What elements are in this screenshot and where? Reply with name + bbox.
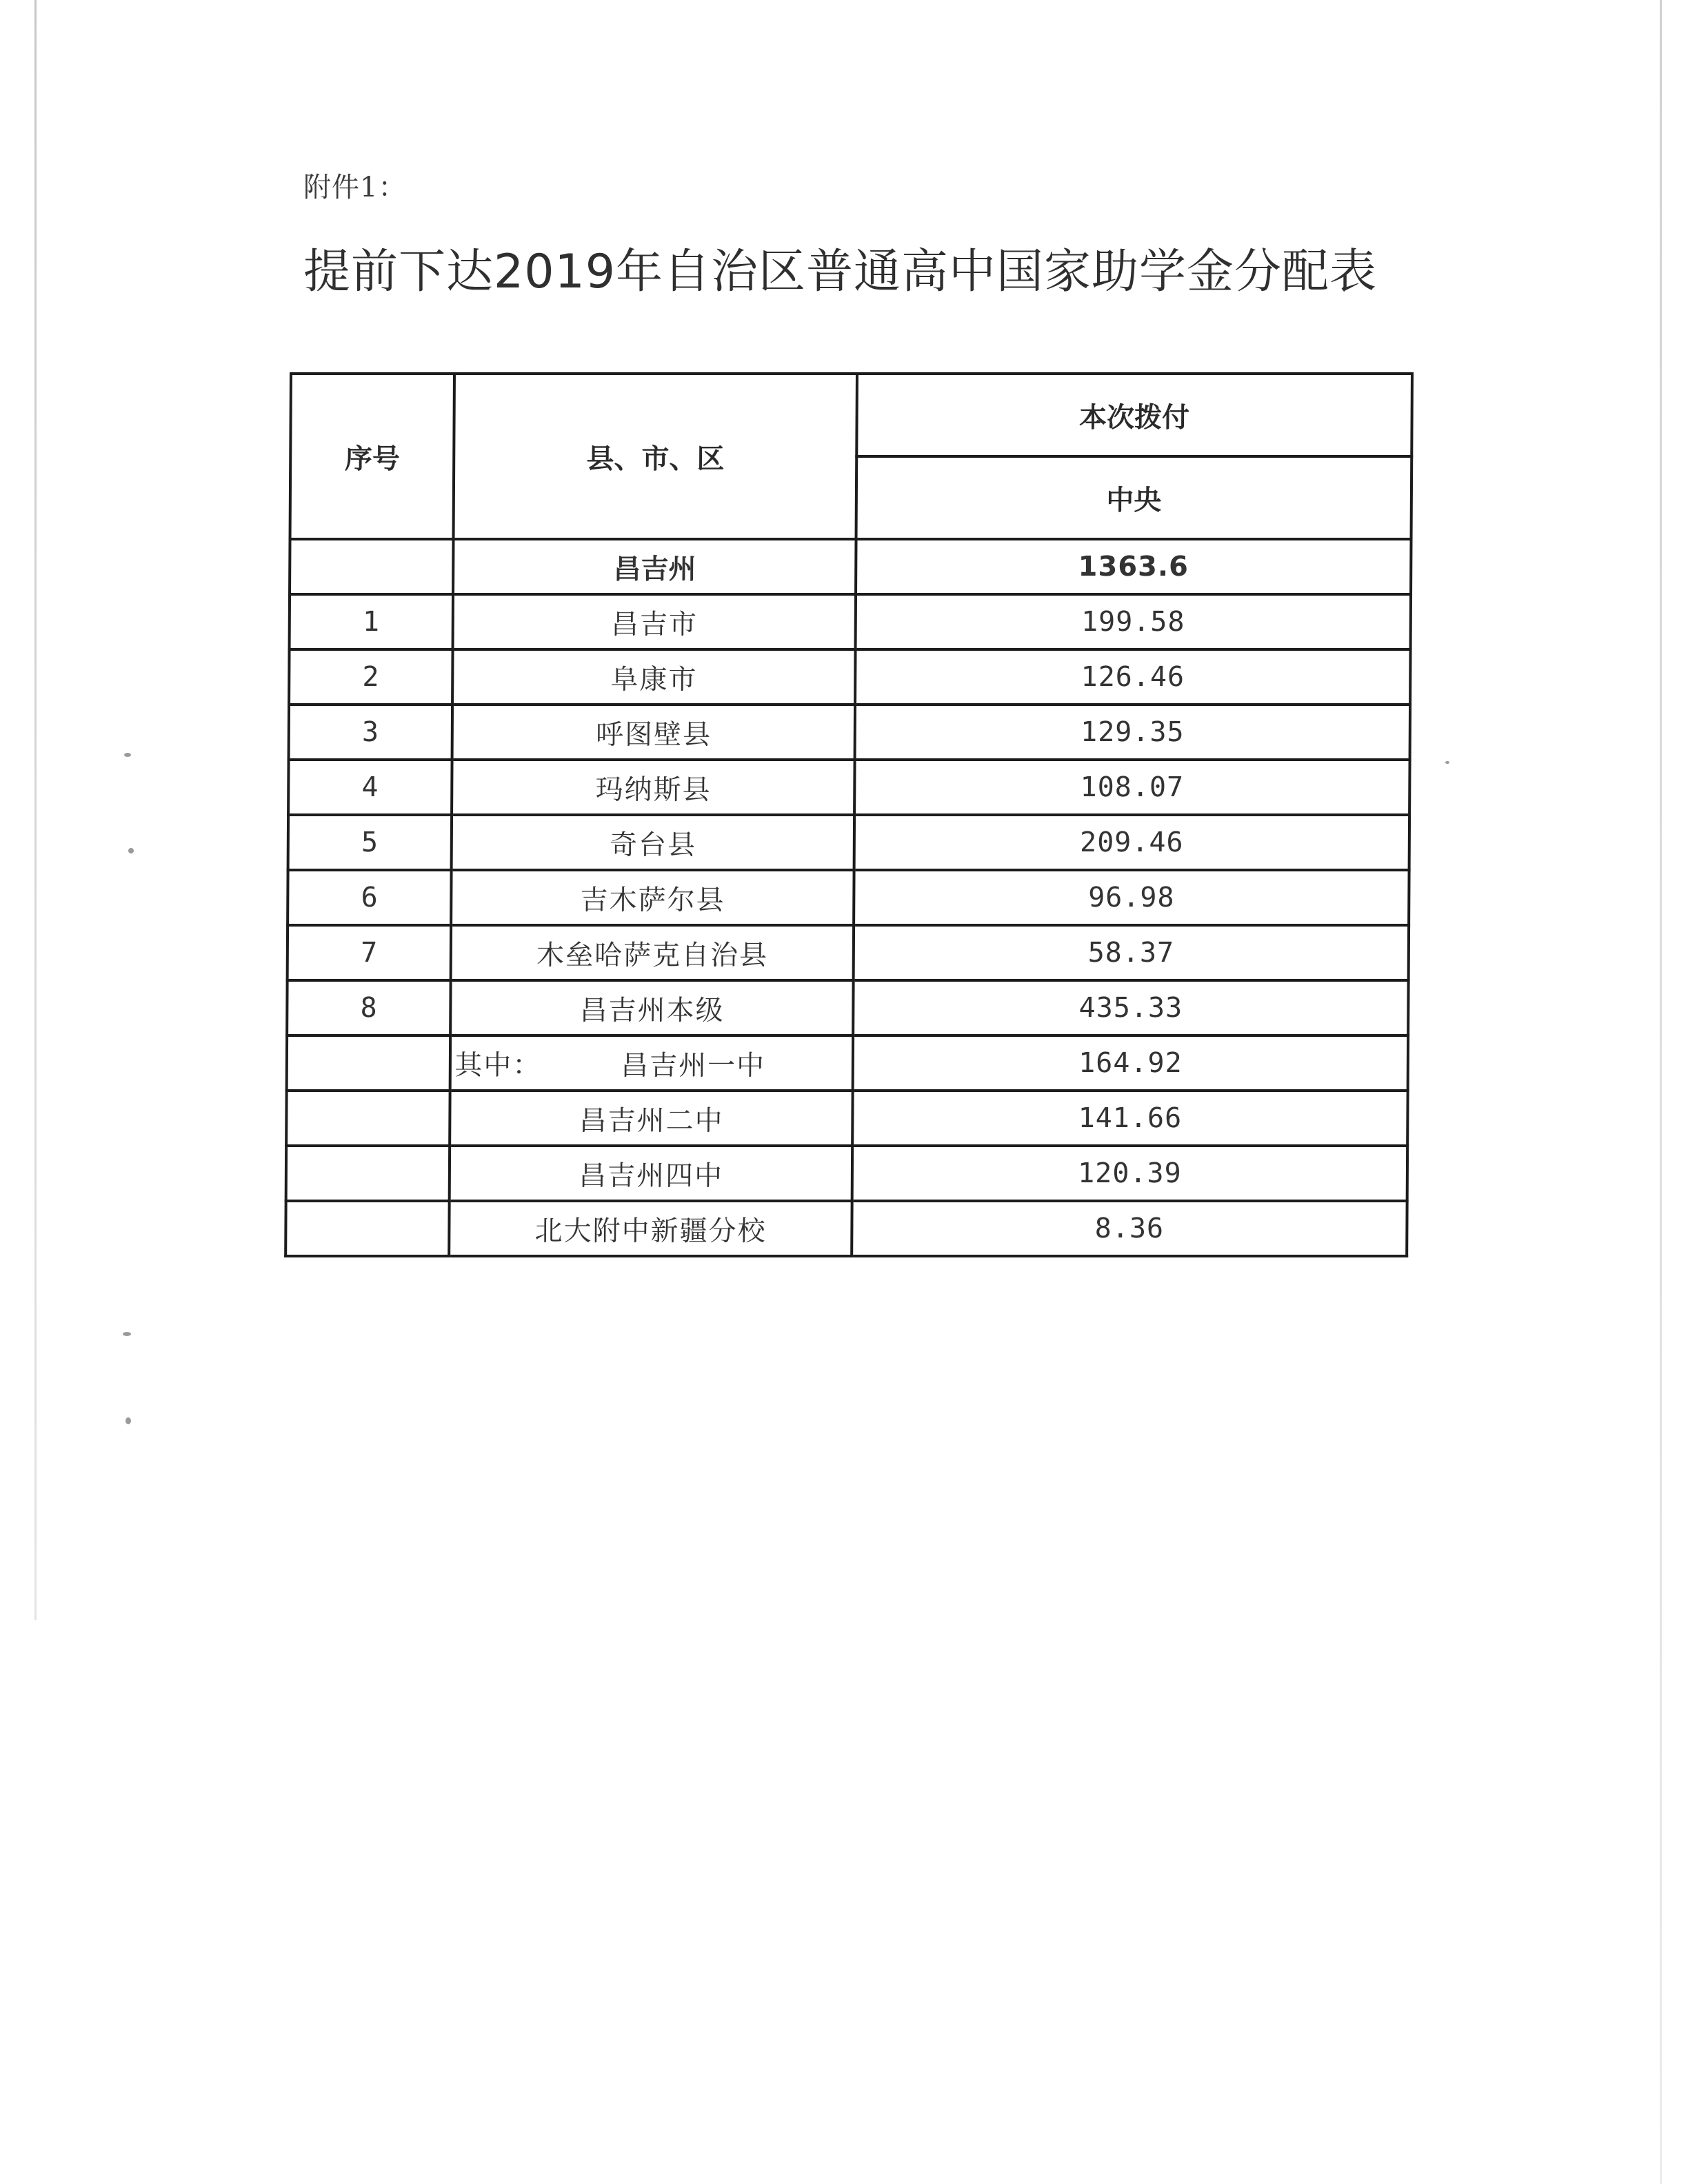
table-row (287, 980, 1408, 1035)
row-central: 58.37 (854, 925, 1409, 980)
scan-speck (1445, 761, 1449, 764)
row-region: 呼图壁县 (452, 705, 855, 760)
row-region: 木垒哈萨克自治县 (451, 925, 854, 980)
subtotal-region: 昌吉州 (453, 539, 856, 594)
table-row-sub (287, 1035, 1408, 1091)
row-central: 164.92 (853, 1035, 1408, 1091)
scan-speck (125, 1417, 131, 1424)
row-central: 141.66 (852, 1091, 1407, 1146)
table-row (289, 705, 1410, 760)
row-region: 昌吉州四中 (450, 1146, 852, 1201)
scan-edge-left (34, 0, 37, 1620)
row-region: 昌吉市 (453, 594, 856, 649)
subtotal-row (290, 539, 1411, 594)
row-central: 96.98 (854, 870, 1409, 925)
row-region: 玛纳斯县 (452, 760, 855, 815)
row-central: 435.33 (853, 980, 1408, 1035)
sub-region-name: 昌吉州一中 (620, 1049, 766, 1082)
row-region: 阜康市 (453, 649, 856, 705)
row-region: 北大附中新疆分校 (450, 1201, 852, 1256)
header-seq: 序号 (290, 374, 455, 539)
header-region: 县、市、区 (454, 374, 857, 539)
header-allocation: 本次拨付 (856, 374, 1412, 456)
table-row-sub (286, 1146, 1407, 1201)
scan-edge-right (1660, 0, 1662, 2184)
row-region: 吉木萨尔县 (452, 870, 854, 925)
subtotal-seq (290, 539, 454, 594)
header-central: 中央 (856, 456, 1412, 539)
row-central: 108.07 (854, 760, 1409, 815)
row-seq (287, 1035, 451, 1091)
row-central: 209.46 (854, 815, 1409, 870)
row-central: 8.36 (852, 1201, 1407, 1256)
row-seq: 5 (288, 815, 452, 870)
table-row (289, 649, 1410, 705)
row-region: 奇台县 (452, 815, 854, 870)
allocation-table (284, 372, 1414, 1257)
row-region (450, 1035, 853, 1091)
row-central: 120.39 (852, 1146, 1407, 1201)
row-seq (286, 1091, 450, 1146)
row-seq (285, 1201, 450, 1256)
row-seq (286, 1146, 450, 1201)
row-seq: 4 (288, 760, 452, 815)
row-seq: 8 (287, 980, 451, 1035)
scan-speck (128, 848, 134, 853)
table-row (288, 815, 1409, 870)
table-row-sub (285, 1201, 1407, 1256)
row-central: 126.46 (855, 649, 1410, 705)
scan-speck (124, 753, 131, 757)
row-seq: 3 (289, 705, 453, 760)
row-seq: 1 (290, 594, 454, 649)
table-row-sub (286, 1091, 1407, 1146)
sub-prefix-label: 其中： (454, 1049, 542, 1082)
row-region: 昌吉州本级 (451, 980, 854, 1035)
subtotal-central: 1363.6 (856, 539, 1411, 594)
row-central: 129.35 (855, 705, 1410, 760)
table-row (290, 594, 1411, 649)
scan-speck (123, 1332, 131, 1336)
row-seq: 6 (288, 870, 452, 925)
row-central: 199.58 (856, 594, 1411, 649)
table-header-row (290, 374, 1412, 456)
page-title: 提前下达2019年自治区普通高中国家助学金分配表 (303, 245, 1378, 299)
attachment-label: 附件1： (303, 172, 407, 203)
table-row (288, 760, 1409, 815)
table-row (288, 925, 1409, 980)
row-region: 昌吉州二中 (450, 1091, 853, 1146)
row-seq: 2 (289, 649, 453, 705)
row-seq: 7 (288, 925, 452, 980)
table-row (288, 870, 1409, 925)
